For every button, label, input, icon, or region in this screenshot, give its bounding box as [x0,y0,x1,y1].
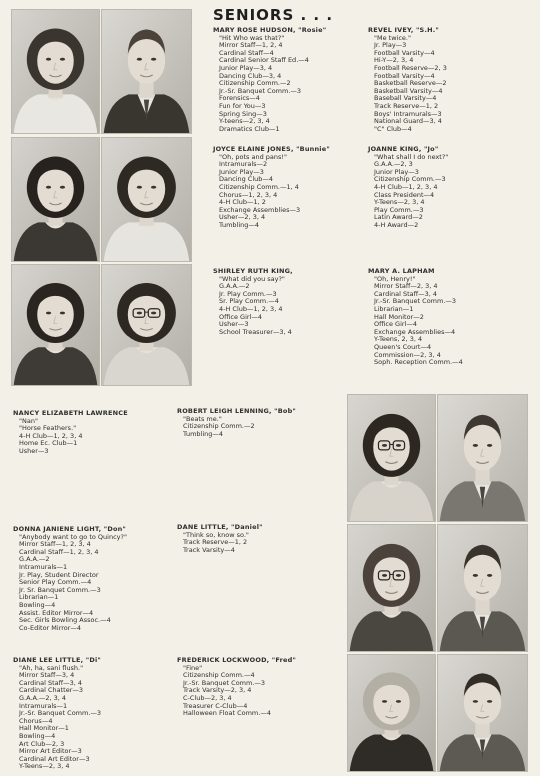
senior-activity: Citizenship Comm.—4 [183,671,255,680]
senior-activity: Citizenship Comm.—1, 4 [219,182,299,191]
senior-activity: Class President—4 [374,190,435,199]
senior-activity: Citizenship Comm.—3 [374,175,446,184]
entry-frederick-lockwood [177,657,296,718]
entry-nancy-elizabeth-lawrence [13,410,128,456]
senior-activity: Junior Play—3, 4 [219,63,273,72]
senior-activity: Jr.-Sr. Banquet Comm.—3 [374,297,457,306]
senior-activity: Tumbling—4 [183,429,224,438]
senior-activity: Y-Teens—2, 3, 4 [374,198,425,207]
photo-robert-leigh-lenning [437,394,528,522]
photo-diane-lee-little [347,654,436,772]
senior-name: REVEL IVEY, "S.H." [368,26,440,34]
senior-activity: Cardinal Art Editor—3 [19,754,90,763]
senior-activity: Jr. Sr. Banquet Comm.—3 [19,585,101,594]
senior-activity: Halloween Float Comm.—4 [183,709,271,718]
senior-name: FREDERICK LOCKWOOD, "Fred" [177,656,297,664]
entry-shirley-ruth-king [213,268,293,336]
senior-activity: Intramurals—1 [19,701,68,710]
photo-nancy-elizabeth-lawrence [347,394,436,522]
senior-activity: Chorus—1, 2, 3, 4 [219,190,278,199]
senior-activity: Mirror Staff—1, 2, 3, 4 [19,540,91,549]
senior-activity: Cardinal Staff—1, 2, 3, 4 [19,547,99,556]
photo-donna-janiene-light [347,524,436,652]
senior-activity: Jr.-Sr. Banquet Comm.—3 [219,86,302,95]
senior-activity: Mirror Staff—3, 4 [19,671,75,680]
photo-revel-ivey [101,9,192,134]
senior-activity: Junior Play—3 [219,167,264,176]
senior-activity: Hi-Y—2, 3, 4 [374,56,414,65]
senior-quote: "Ah, ha, sani flush." [19,663,84,672]
senior-activity: Tumbling—4 [219,220,260,229]
senior-name: SHIRLEY RUTH KING, [213,267,293,275]
senior-activity: Soph. Reception Comm.—4 [374,358,463,367]
senior-activity: Chorus—4 [19,716,53,725]
senior-activity: Hall Monitor—1 [19,724,69,733]
senior-activity: "Horse Feathers." [19,424,77,433]
section-heading: SENIORS . . . [213,6,334,24]
senior-activity: Basketball Varsity—4 [374,86,443,95]
senior-quote: "Hit Who was that?" [219,33,285,42]
senior-activity: Senior Play Comm.—4 [19,578,92,587]
senior-activity: Citizenship Comm.—2 [183,422,255,431]
senior-activity: Hall Monitor—2 [374,312,424,321]
senior-activity: Usher—3 [219,320,249,329]
photo-dane-little [437,524,528,652]
senior-activity: Baseball Varsity—4 [374,94,437,103]
senior-name: MARY A. LAPHAM [368,267,435,275]
portrait-image [102,10,191,133]
senior-activity: C-Club—2, 3, 4 [183,693,232,702]
senior-activity: "C" Club—4 [374,124,412,133]
senior-name: DANE LITTLE, "Daniel" [177,523,263,531]
senior-activity: School Treasurer—3, 4 [219,327,292,336]
senior-activity: Play Comm.—3 [374,205,424,214]
entry-robert-leigh-lenning [177,408,296,438]
senior-name: ROBERT LEIGH LENNING, "Bob" [177,407,297,415]
senior-activity: Mirror Staff—1, 2, 4 [219,41,283,50]
portrait-image [438,395,527,521]
portrait-image [102,138,191,261]
senior-activity: Cardinal Senior Staff Ed.—4 [219,56,309,65]
senior-quote: "What did you say?" [219,274,285,283]
senior-activity: 4-H Club—1, 2, 3, 4 [19,431,83,440]
senior-activity: Usher—2, 3, 4 [219,213,266,222]
photo-joyce-elaine-jones [11,137,100,262]
senior-activity: Intramurals—1 [19,562,68,571]
senior-activity: Jr.-Sr. Banquet Comm.—3 [19,709,102,718]
senior-activity: Track Reserve—1, 2 [183,538,248,547]
senior-activity: Citizenship Comm.—2 [219,79,291,88]
senior-activity: Office Girl—4 [219,312,262,321]
portrait-image [12,138,99,261]
senior-activity: Librarian—1 [374,304,414,313]
senior-activity: 4-H Club—1, 2, 3, 4 [374,182,438,191]
senior-activity: Dancing Club—3, 4 [219,71,282,80]
senior-activity: Treasurer C-Club—4 [183,701,248,710]
entry-revel-ivey [368,27,447,133]
senior-quote: "What shall I do next?" [374,152,449,161]
portrait-image [102,265,191,385]
senior-quote: "Oh, Henry!" [374,274,416,283]
photo-mary-rose-hudson [11,9,100,134]
senior-activity: G.A.A.—2, 3, 4 [19,693,67,702]
senior-activity: Y-Teens—2, 3, 4 [19,762,70,771]
senior-name: NANCY ELIZABETH LAWRENCE [13,409,128,417]
senior-activity: Queen's Court—4 [374,342,432,351]
senior-activity: Commission—2, 3, 4 [374,350,441,359]
senior-name: MARY ROSE HUDSON, "Rosie" [213,26,327,34]
portrait-image [12,10,99,133]
senior-activity: Home Ec. Club—1 [19,439,78,448]
entry-dane-little [177,524,263,554]
senior-activity: Sec. Girls Bowling Assoc.—4 [19,616,111,625]
photo-joanne-king [101,137,192,262]
senior-name: DONNA JANIENE LIGHT, "Don" [13,525,127,533]
senior-activity: Boys' Intramurals—3 [374,109,442,118]
senior-activity: Mirror Art Editor—3 [19,747,82,756]
senior-activity: Latin Award—2 [374,213,423,222]
senior-quote: "Oh, pots and pans!" [219,152,287,161]
portrait-image [348,655,435,771]
senior-activity: Dramatics Club—1 [219,124,280,133]
senior-quote: "Me twice." [374,33,411,42]
portrait-image [348,395,435,521]
senior-activity: Fun for You—3 [219,101,266,110]
senior-name: JOYCE ELAINE JONES, "Bunnie" [213,145,330,153]
senior-activity: Cardinal Chatter—3 [19,686,84,695]
portrait-image [438,655,527,771]
senior-activity: Art Club—2, 3 [19,739,65,748]
senior-activity: Usher—3 [19,446,49,455]
senior-activity: Intramurals—2 [219,160,268,169]
senior-activity: Junior Play—3 [374,167,419,176]
senior-activity: Jr. Play Comm.—3 [219,289,277,298]
senior-activity: Jr. Play—3 [374,41,407,50]
senior-activity: 4-H Club—1, 2, 3, 4 [219,304,283,313]
senior-activity: Forensics—4 [219,94,260,103]
photo-mary-a-lapham [101,264,192,386]
senior-quote: "Fine" [183,663,203,672]
senior-name: DIANE LEE LITTLE, "Di" [13,656,101,664]
senior-activity: Track Varsity—4 [183,545,235,554]
senior-activity: Football Varsity—4 [374,48,435,57]
senior-activity: Sr. Play Comm.—4 [219,297,279,306]
photo-frederick-lockwood [437,654,528,772]
senior-activity: Office Girl—4 [374,320,417,329]
senior-activity: Y-Teens, 2, 3, 4 [374,335,423,344]
senior-activity: Librarian—1 [19,593,59,602]
senior-activity: National Guard—3, 4 [374,117,442,126]
senior-quote: "Beats me." [183,414,222,423]
senior-quote: "Nan" [19,416,38,425]
entry-diane-lee-little [13,657,101,771]
senior-activity: Bowling—4 [19,731,56,740]
senior-activity: Exchange Assemblies—4 [374,327,456,336]
senior-activity: Bowling—4 [19,600,56,609]
senior-activity: G.A.A.—2 [219,282,250,291]
senior-activity: 4-H Club—1, 2 [219,198,266,207]
senior-activity: Mirror Staff—2, 3, 4 [374,282,438,291]
senior-activity: Y-teens—2, 3, 4 [219,117,270,126]
senior-activity: G.A.A.—2 [19,555,50,564]
entry-mary-rose-hudson [213,27,326,133]
senior-activity: Cardinal Staff—3, 4 [19,678,83,687]
entry-joyce-elaine-jones [213,146,330,230]
senior-activity: Cardinal Staff—3, 4 [374,289,438,298]
entry-joanne-king [368,146,448,230]
senior-activity: Cardinal Staff—4 [219,48,274,57]
senior-activity: Jr.-Sr. Banquet Comm.—3 [183,678,266,687]
senior-quote: "Anybody want to go to Quincy?" [19,532,127,541]
senior-activity: Assist. Editor Mirror—4 [19,608,94,617]
senior-activity: Track Varsity—2, 3, 4 [183,686,252,695]
portrait-image [348,525,435,651]
senior-activity: Co-Editor Mirror—4 [19,623,82,632]
portrait-image [12,265,99,385]
senior-activity: Jr. Play, Student Director [19,570,99,579]
senior-quote: "Think so, know so." [183,530,249,539]
senior-activity: Football Reserve—2, 3 [374,63,447,72]
senior-activity: Basketball Reserve—2 [374,79,447,88]
senior-name: JOANNE KING, "Jo" [368,145,439,153]
senior-activity: Exchange Assemblies—3 [219,205,301,214]
photo-shirley-ruth-king [11,264,100,386]
senior-activity: 4-H Award—2 [374,220,419,229]
senior-activity: Track Reserve—1, 2 [374,101,439,110]
entry-donna-janiene-light [13,526,127,632]
entry-mary-a-lapham [368,268,463,367]
senior-activity: Football Varsity—4 [374,71,435,80]
portrait-image [438,525,527,651]
senior-activity: G.A.A.—2, 3 [374,160,413,169]
senior-activity: Dancing Club—4 [219,175,274,184]
senior-activity: Spring Sing—3 [219,109,267,118]
